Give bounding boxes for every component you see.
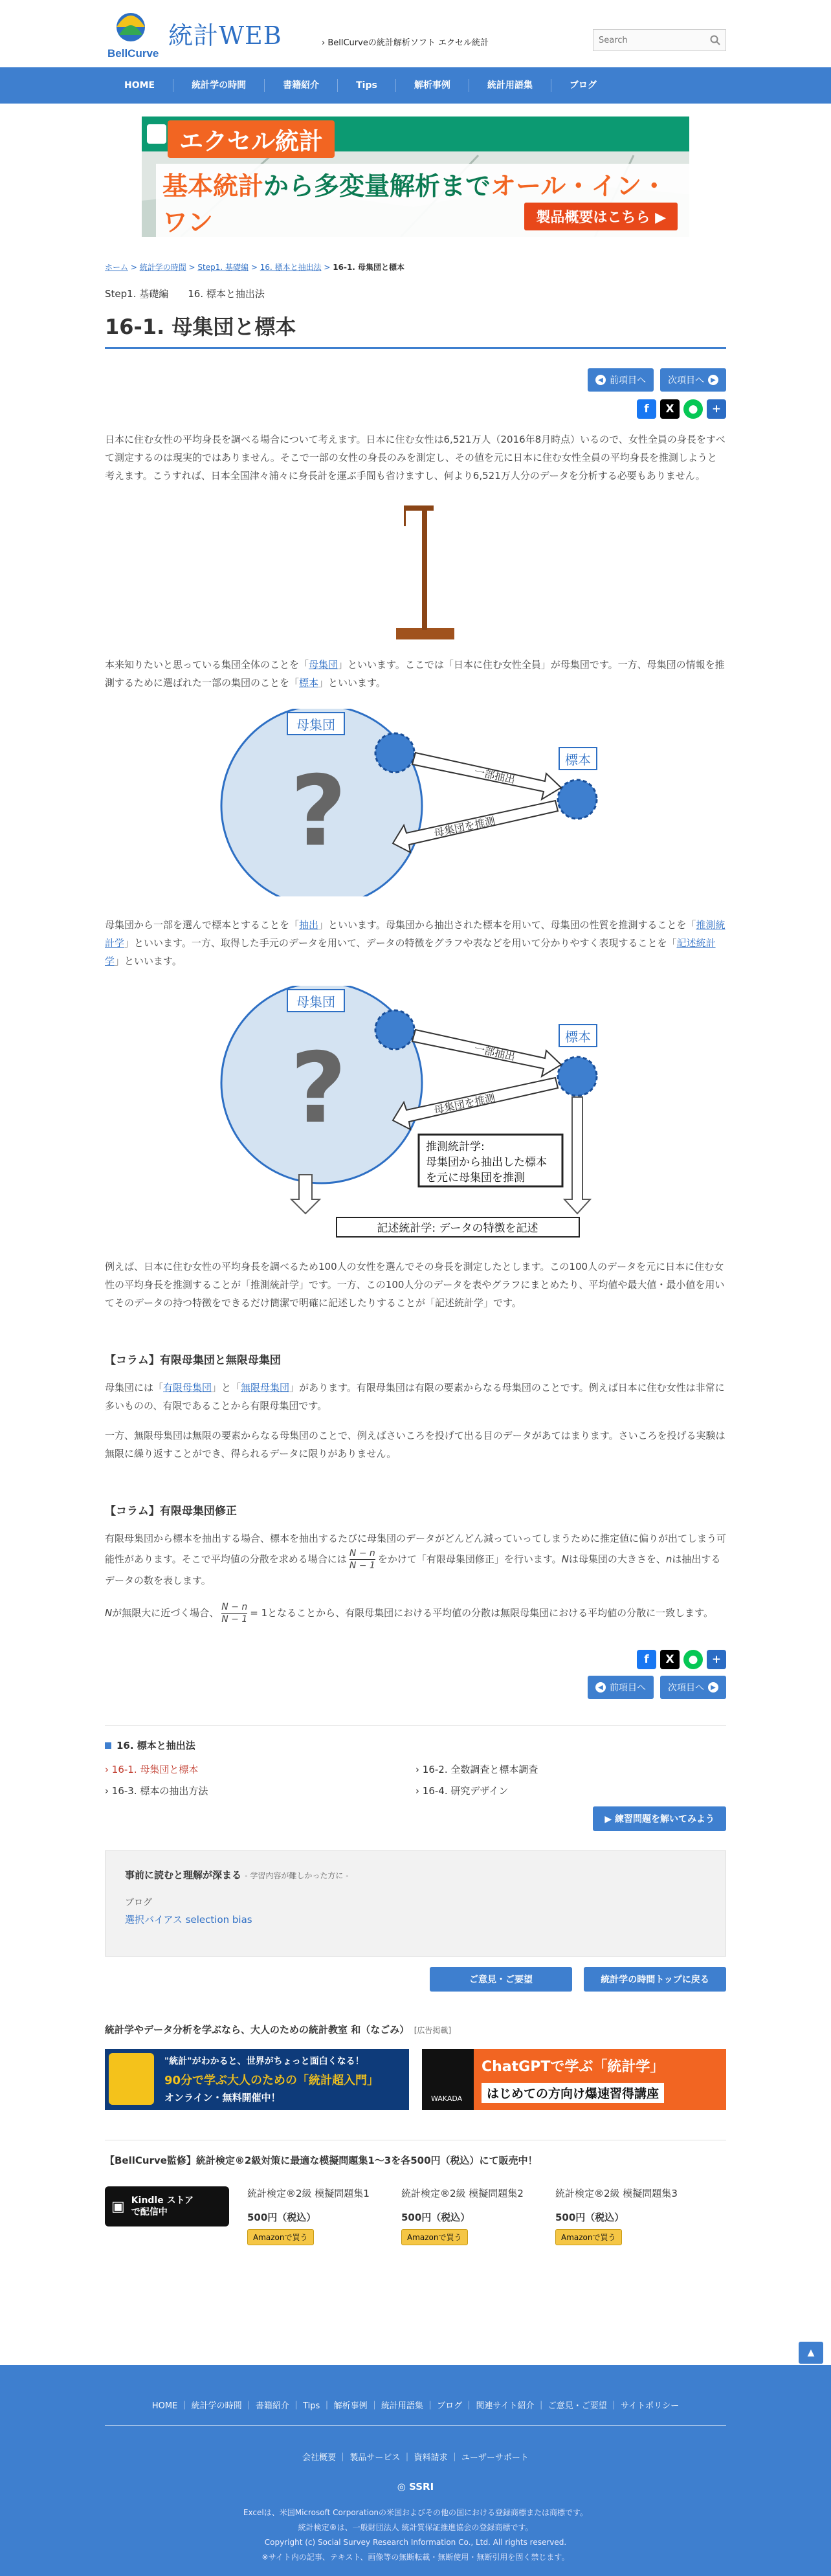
section-subhead: Step1. 基礎編 16. 標本と抽出法: [105, 288, 265, 300]
nav-item[interactable]: ブログ: [569, 80, 597, 91]
chevron-right-icon: ▶: [708, 375, 718, 385]
breadcrumb-current: 16-1. 母集団と標本: [333, 263, 405, 272]
facebook-icon[interactable]: f: [637, 1650, 656, 1669]
fig2-population-label: 母集団: [296, 994, 335, 1010]
c2-text-a: 有限母集団から標本を抽出する場合、標本を抽出するたびに母集団のデータがどんどん減っていってしまうために推定値に偏りが出てしまう可能性があります。そこで平均値の分散を求める場合には: [105, 1533, 727, 1565]
link-descriptive-stats[interactable]: 記述統計学: [105, 937, 716, 967]
next-label: 次項目へ: [668, 375, 704, 386]
population-sample-diagram: [215, 709, 616, 896]
prerequisite-box: [105, 1850, 726, 1957]
inferential-descriptive-diagram: [215, 986, 616, 1245]
pager-bottom: [105, 1676, 726, 1699]
p2-text-b: 」といいます。ここでは「日本に住む女性全員」が母集団です。一方、母集団の情報を推測するために選ばれた一部の集団のことを「: [105, 659, 725, 689]
share-plus-icon[interactable]: +: [707, 399, 726, 419]
scroll-top-button[interactable]: [799, 2342, 823, 2364]
footer-links[interactable]: HOME ｜ 統計学の時間 ｜ 書籍紹介 ｜ Tips ｜ 解析事例 ｜ 統計用語集 ｜ ブログ ｜ 関連サイト紹介 ｜ ご意見・ご要望 ｜ サイトポリシー: [151, 2401, 680, 2411]
column1-paragraph-2: 一方、無限母集団は無限の要素からなる母集団のことで、例えばさいころを投げて出る目のデータがあてはまります。さいころを投げる実験は無限に繰り返すことができ、得られるデータに限りがありません。: [105, 1430, 726, 1460]
p3-text-a: 母集団から一部を選んで標本とすることを「: [105, 919, 300, 931]
search-input[interactable]: [593, 30, 704, 50]
practice-button[interactable]: ▶ 練習問題を解いてみよう: [593, 1806, 726, 1831]
link-inferential-stats[interactable]: 推測統計学: [105, 919, 726, 949]
fig2-sample-label: 標本: [565, 1029, 591, 1045]
book-item: [247, 2186, 383, 2245]
banner-copy-c: オール・イン・ワン: [162, 172, 667, 237]
logo-text: BellCurve: [107, 47, 159, 60]
fig1-population-label: 母集団: [296, 717, 335, 733]
paragraph-3: [105, 916, 726, 970]
fig2-bottom-label: 記述統計学: データの特徴を記述: [377, 1222, 538, 1235]
fig1-arrow-infer: 母集団を推測: [432, 814, 496, 839]
chevron-left-icon: ◀: [595, 375, 606, 385]
ad-section-title: 統計学やデータ分析を学ぶなら、大人のための統計教室 和（なごみ） [広告掲載]: [105, 2024, 452, 2036]
column1-paragraph-1: [105, 1379, 726, 1415]
nav-item[interactable]: Tips: [338, 79, 396, 92]
c1-text-b: 」と「: [212, 1382, 241, 1393]
c2-var-N: N: [561, 1553, 569, 1565]
page-title: 16-1. 母集団と標本: [105, 311, 726, 349]
height-scale-image: [351, 495, 480, 644]
frac-den: N − 1: [349, 1560, 375, 1571]
paragraph-1: 日本に住む女性の平均身長を調べる場合について考えます。日本に住む女性は6,521万人（2016年8月時点）いるので、女性全員の身長をすべて測定するのは現実的ではありません。そこで一部の女性の身長のみを測定し、その値を元に日本に住む女性全員の平均身長を推測しようと考えます。こうすれば、日本全国津々浦々に身長計を運ぶ手間も省けますし、何より6,521万人分のデータを分析する必要もありません。: [105, 434, 726, 482]
toc-item[interactable]: › 16-2. 全数調査と標本調査: [416, 1764, 538, 1775]
book-price: 500円（税込）: [247, 2212, 316, 2223]
prev-button[interactable]: [588, 368, 654, 392]
pager-top: [105, 368, 726, 392]
next-button[interactable]: [660, 368, 726, 392]
banner-copy-a: 基本統計: [162, 172, 264, 201]
breadcrumb-link[interactable]: ホーム: [105, 263, 129, 272]
column1-title: 【コラム】有限母集団と無限母集団: [105, 1354, 281, 1367]
fig1-sample-label: 標本: [565, 752, 591, 768]
frac-num: N − n: [221, 1602, 248, 1612]
back-to-top-list-button[interactable]: 統計学の時間トップに戻る: [584, 1967, 726, 1992]
book-name: 統計検定®2級 模擬問題集1: [247, 2188, 370, 2199]
banner-copy-b: から多変量解析まで: [263, 172, 491, 201]
fig2-arrow-infer: 母集団を推測: [432, 1091, 496, 1116]
c2p2-eq: = 1: [250, 1607, 268, 1619]
p3-text-d: 」といいます。: [115, 955, 182, 967]
x-icon[interactable]: X: [660, 399, 680, 419]
prereq-sub: - 学習内容が難しかった方に -: [245, 1871, 349, 1880]
book-item: [401, 2186, 537, 2245]
square-bullet-icon: [105, 1742, 111, 1749]
c2-text-c: は母集団の大きさを、: [568, 1553, 666, 1565]
paragraph-4: 例えば、日本に住む女性の平均身長を調べるため100人の女性を選んでその身長を測定したとします。この100人のデータを元に日本に住む女性の平均身長を推測することが「推測統計学」です。一方、この100人分のデータを表やグラフにまとめたり、平均値や最大値・最小値を用いてそのデータの持つ特徴をできるだけ簡潔で明確に記述したりすることが「記述統計学」です。: [105, 1261, 725, 1309]
c1-text-a: 母集団には「: [105, 1382, 164, 1393]
question-mark-icon: ?: [290, 755, 347, 868]
facebook-icon[interactable]: f: [637, 399, 656, 419]
p3-text-c: 」といいます。一方、取得した手元のデータを用いて、データの特徴をグラフや表などを用いて分かりやすく表現することを「: [124, 937, 677, 949]
toc-title: 16. 標本と抽出法: [116, 1740, 195, 1751]
chevron-up-icon: ▲: [807, 2348, 815, 2358]
breadcrumb-link[interactable]: Step1. 基礎編: [197, 263, 249, 272]
c2p2-text-b: となることから、有限母集団における平均値の分散は無限母集団における平均値の分散に一致します。: [267, 1607, 713, 1619]
banner-tag: エクセル統計: [168, 120, 335, 158]
x-icon[interactable]: X: [660, 1650, 680, 1669]
p2-text-a: 本来知りたいと思っている集団全体のことを「: [105, 659, 309, 671]
toc-item[interactable]: › 16-1. 母集団と標本: [105, 1764, 199, 1775]
chevron-right-icon: ▶: [708, 1682, 718, 1693]
prev-button[interactable]: [588, 1676, 654, 1699]
chapter-toc: [105, 1725, 726, 1831]
prev-label: 前項目へ: [610, 1683, 646, 1693]
c2-text-d: は抽出するデータの数を表します。: [105, 1553, 721, 1586]
prereq-link[interactable]: 選択バイアス selection bias: [125, 1914, 252, 1926]
chevron-left-icon: ◀: [595, 1682, 606, 1693]
link-finite-population[interactable]: 有限母集団: [163, 1382, 212, 1393]
ssri-logo[interactable]: ◎ SSRI: [397, 2481, 434, 2493]
fig2-box-line1: 推測統計学:: [426, 1140, 485, 1153]
search-icon[interactable]: [710, 35, 720, 45]
line-icon[interactable]: ●: [683, 399, 703, 419]
frac-den: N − 1: [221, 1614, 248, 1625]
line-icon[interactable]: ●: [683, 1650, 703, 1669]
amazon-buy-button[interactable]: Amazonで買う: [401, 2229, 468, 2245]
amazon-buy-button[interactable]: Amazonで買う: [555, 2229, 622, 2245]
fig2-box-line3: を元に母集団を推測: [426, 1171, 525, 1184]
kindle-icon: ▣: [111, 2198, 125, 2215]
excel-toukei-banner[interactable]: [142, 117, 689, 237]
link-population[interactable]: 母集団: [309, 659, 338, 671]
book-name: 統計検定®2級 模擬問題集2: [401, 2188, 524, 2199]
books-row: [105, 2186, 726, 2245]
c1-text-c: 」があります。有限母集団は有限の要素からなる母集団のことです。例えば日本に住む女性は非常に多いものの、有限であることから有限母集団です。: [105, 1382, 725, 1412]
banner-logo-icon: [147, 124, 166, 144]
tagline-link[interactable]: › BellCurveの統計解析ソフト エクセル統計: [322, 38, 489, 48]
column2-paragraph-1: [105, 1529, 726, 1590]
ad-tag: [広告掲載]: [414, 2026, 452, 2035]
prereq-title: 事前に読むと理解が深まる - 学習内容が難しかった方に -: [125, 1869, 349, 1881]
ssri-logo-icon: ◎: [397, 2481, 406, 2493]
footer-action-buttons: [105, 1967, 726, 1992]
c2p2-text-a: が無限大に近づく場合、: [112, 1607, 219, 1619]
link-infinite-population[interactable]: 無限母集団: [241, 1382, 290, 1393]
fraction: [349, 1548, 375, 1571]
share-bar-bottom: [105, 1650, 726, 1669]
banner-cta-button[interactable]: 製品概要はこちら ▶: [524, 203, 678, 230]
prereq-category: ブログ: [125, 1898, 152, 1908]
ad-chatgpt-course[interactable]: WAKADA ChatGPTで学ぶ「統計学」 はじめての方向け爆速習得講座: [422, 2049, 726, 2110]
c2-var-n: n: [665, 1553, 672, 1565]
next-label: 次項目へ: [668, 1683, 704, 1693]
toc-item[interactable]: › 16-4. 研究デザイン: [416, 1785, 509, 1797]
book-price: 500円（税込）: [401, 2212, 471, 2223]
ad-row: [105, 2049, 726, 2110]
paragraph-2: [105, 656, 726, 692]
footer-links-2[interactable]: 会社概要 ｜ 製品サービス ｜ 資料請求 ｜ ユーザーサポート: [302, 2453, 529, 2463]
main-content: [105, 261, 726, 2245]
share-bar-top: [105, 399, 726, 419]
breadcrumb-link[interactable]: 16. 標本と抽出法: [260, 263, 322, 272]
kindle-store-badge[interactable]: ▣ Kindle ストア で配信中: [105, 2186, 229, 2226]
global-nav: [0, 67, 831, 104]
ad-nagomi-intro[interactable]: "統計"がわかると、世界がちょっと面白くなる！ 90分で学ぶ大人のための「統計超入門」 オンライン・無料開催中！: [105, 2049, 409, 2110]
next-button[interactable]: [660, 1676, 726, 1699]
share-plus-icon[interactable]: +: [707, 1650, 726, 1669]
nav-item[interactable]: 統計用語集: [469, 79, 551, 92]
fig1-arrow-extract: 一部抽出: [473, 765, 516, 786]
books-section-title: 【BellCurve監修】統計検定®2級対策に最適な模擬問題集1～3を各500円（税込）にて販売中！: [105, 2140, 726, 2167]
fraction: [221, 1601, 247, 1625]
column2-paragraph-2: [105, 1601, 726, 1625]
c2p2-var-N: N: [105, 1607, 113, 1619]
site-footer: [0, 2365, 831, 2576]
link-sample[interactable]: 標本: [299, 677, 319, 689]
book-name: 統計検定®2級 模擬問題集3: [555, 2188, 678, 2199]
link-extraction[interactable]: 抽出: [299, 919, 319, 931]
column2-title: 【コラム】有限母集団修正: [105, 1505, 237, 1518]
nav-item[interactable]: 統計学の時間: [173, 79, 265, 92]
footer-divider: [105, 2425, 726, 2426]
breadcrumb: ホーム > 統計学の時間 > Step1. 基礎編 > 16. 標本と抽出法 > 16-1. 母集団と標本: [105, 263, 405, 272]
feedback-button[interactable]: ご意見・ご要望: [430, 1967, 572, 1992]
amazon-buy-button[interactable]: Amazonで買う: [247, 2229, 314, 2245]
prev-label: 前項目へ: [610, 375, 646, 386]
nagomi-logo-icon: [109, 2053, 154, 2105]
copyright: Excelは、米国Microsoft Corporationの米国およびその他の国における登録商標または商標です。 統計検定®は、一般財団法人 統計質保証推進協会の登録商標です。 Copyright (c) Social Survey Research Information Co., Ltd. All rights reserved. ※サイト内の記事、テキスト、画像等の無断転載・無断使用・無断引用を固く禁じます。: [243, 2508, 588, 2562]
p2-text-c: 」といいます。: [318, 677, 386, 689]
frac-num: N − n: [349, 1548, 375, 1559]
site-header: [105, 0, 726, 67]
c2-text-b: をかけて「有限母集団修正」を行います。: [377, 1553, 562, 1565]
fig2-box-line2: 母集団から抽出した標本: [426, 1156, 547, 1169]
search-box: [593, 29, 726, 51]
nav-item[interactable]: 解析事例: [396, 79, 469, 92]
question-mark-icon: ?: [290, 1032, 347, 1145]
book-item: [555, 2186, 691, 2245]
breadcrumb-link[interactable]: 統計学の時間: [139, 263, 186, 272]
book-price: 500円（税込）: [555, 2212, 625, 2223]
p3-text-b: 」といいます。母集団から抽出された標本を用いて、母集団の性質を推測することを「: [318, 919, 696, 931]
toc-item[interactable]: › 16-3. 標本の抽出方法: [105, 1785, 208, 1797]
site-title[interactable]: 統計WEB: [168, 21, 282, 50]
nav-item[interactable]: HOME: [105, 79, 173, 92]
nav-item[interactable]: 書籍紹介: [265, 79, 338, 92]
fig2-arrow-extract: 一部抽出: [473, 1042, 516, 1063]
